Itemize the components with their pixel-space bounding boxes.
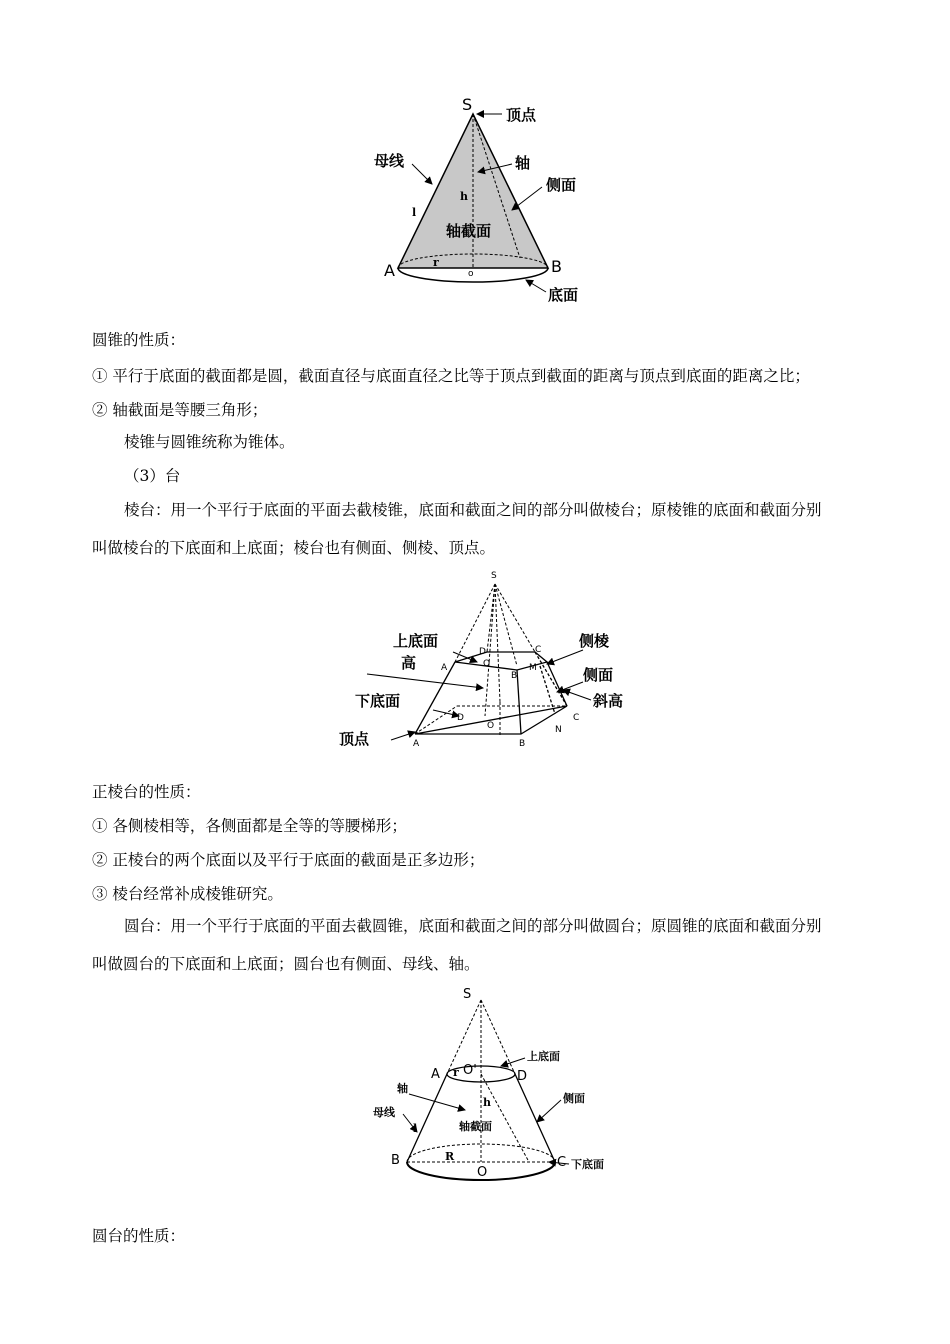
pyramids-cones-note: 棱锥与圆锥统称为锥体。 xyxy=(124,433,295,451)
label-bottom-base: 下底面 xyxy=(571,1158,604,1171)
cone-prop-2: ② 轴截面是等腰三角形； xyxy=(92,401,268,419)
label-axial-section: 轴截面 xyxy=(459,1120,492,1133)
label-a: A xyxy=(413,739,420,749)
circ-frustum-def-line2: 叫做圆台的下底面和上底面；圆台也有侧面、母线、轴。 xyxy=(92,955,480,973)
label-s: S xyxy=(491,571,497,581)
label-c: C xyxy=(557,1155,567,1170)
label-r: r xyxy=(433,256,439,269)
label-r-top: r xyxy=(453,1066,459,1079)
label-d: D xyxy=(457,713,464,723)
label-top-base: 上底面 xyxy=(393,632,439,650)
rf-prop-2: ② 正棱台的两个底面以及平行于底面的截面是正多边形； xyxy=(92,851,485,869)
cone-figure xyxy=(360,92,620,312)
label-generatrix: 母线 xyxy=(373,1106,395,1119)
label-m: M xyxy=(529,663,537,673)
label-generatrix: 母线 xyxy=(374,152,405,170)
circ-frustum-def-line1: 圆台：用一个平行于底面的平面去截圆锥，底面和截面之间的部分叫做圆台；原圆锥的底面和截面分别 xyxy=(124,917,822,935)
label-vertex: 顶点 xyxy=(506,106,537,124)
pyramid-frustum-figure xyxy=(335,566,635,756)
generatrix-arrow xyxy=(412,164,432,184)
label-d1: D xyxy=(479,647,486,657)
label-base: 底面 xyxy=(548,286,579,304)
label-slant-height: 斜高 xyxy=(593,692,624,710)
label-n: N xyxy=(555,725,562,735)
label-top-base: 上底面 xyxy=(527,1050,560,1063)
label-c1: C xyxy=(535,645,542,655)
label-bottom-base: 下底面 xyxy=(355,692,401,710)
cone-props-title: 圆锥的性质： xyxy=(92,331,186,349)
label-b: B xyxy=(519,739,526,749)
label-h: h xyxy=(460,190,468,203)
label-d: D xyxy=(517,1069,528,1084)
cone-prop-1: ① 平行于底面的截面都是圆，截面直径与底面直径之比等于顶点到截面的距离与顶点到底面的距离之比； xyxy=(92,367,810,385)
label-b: B xyxy=(551,257,562,276)
label-c: C xyxy=(573,713,580,723)
label-l: l xyxy=(413,1122,418,1135)
label-lateral-edge: 侧棱 xyxy=(579,632,610,650)
regular-frustum-title: 正棱台的性质： xyxy=(92,783,201,801)
label-h: h xyxy=(483,1096,491,1109)
frustum-def-line2: 叫做棱台的下底面和上底面；棱台也有侧面、侧棱、顶点。 xyxy=(92,539,496,557)
label-a: A xyxy=(431,1067,440,1082)
label-axis: 轴 xyxy=(397,1082,408,1095)
label-a: A xyxy=(384,261,395,280)
label-o1: O xyxy=(483,659,491,669)
label-l: l xyxy=(412,206,417,219)
label-axis: 轴 xyxy=(515,154,531,172)
label-o-top: O' xyxy=(463,1063,477,1078)
label-center: o xyxy=(468,269,474,279)
label-s: S xyxy=(463,987,472,1002)
rf-prop-1: ① 各侧棱相等，各侧面都是全等的等腰梯形； xyxy=(92,817,407,835)
label-o: O xyxy=(487,721,495,731)
label-o: O xyxy=(477,1165,488,1180)
label-s: S xyxy=(462,95,473,114)
label-lateral-face: 侧面 xyxy=(583,666,614,684)
label-vertex: 顶点 xyxy=(339,730,370,748)
lateral-arrow xyxy=(512,187,542,210)
circ-frustum-props-title: 圆台的性质： xyxy=(92,1227,186,1245)
rf-prop-3: ③ 棱台经常补成棱锥研究。 xyxy=(92,885,283,903)
section-heading-3: （3）台 xyxy=(124,467,181,485)
frustum-def-line1: 棱台：用一个平行于底面的平面去截棱锥，底面和截面之间的部分叫做棱台；原棱锥的底面和截面分别 xyxy=(124,501,822,519)
base-arrow xyxy=(526,280,546,292)
circular-frustum-figure xyxy=(365,982,625,1192)
label-axial-section: 轴截面 xyxy=(446,222,492,240)
label-lateral: 侧面 xyxy=(563,1092,585,1105)
label-r-bottom: R xyxy=(445,1150,455,1163)
label-b1: B xyxy=(511,671,518,681)
label-lateral: 侧面 xyxy=(546,176,577,194)
label-b: B xyxy=(391,1153,400,1168)
label-a1: A xyxy=(441,663,448,673)
label-height: 高 xyxy=(401,654,417,672)
